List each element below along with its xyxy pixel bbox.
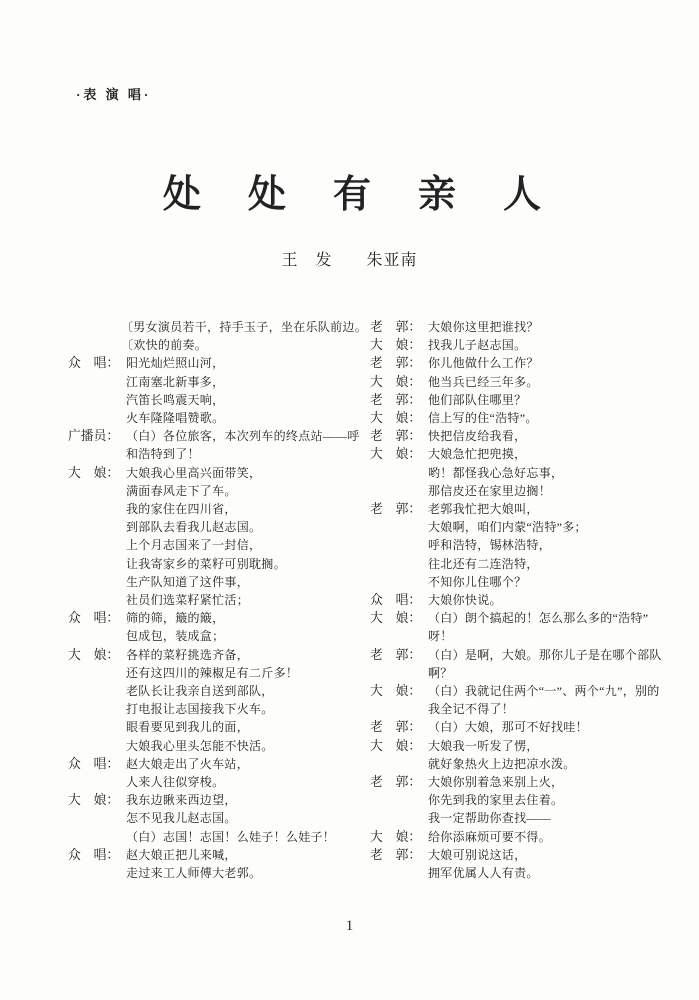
speaker-label: 众 唱： [68, 847, 120, 862]
dialogue-line: 眼看要见到我儿的面， [126, 720, 250, 735]
dialogue-entry [370, 409, 662, 427]
dialogue-line: 就好象热火上边把凉水泼。 [428, 756, 576, 771]
speaker-label: 老 郭： [370, 356, 422, 371]
dialogue-line: 大娘你这里把谁找？ [428, 320, 539, 334]
dialogue-entry [370, 354, 662, 372]
speaker-label: 老 郭： [370, 392, 422, 407]
speaker-label: 大 娘： [370, 829, 422, 844]
dialogue-line: 我全记不得了！ [428, 702, 515, 717]
dialogue-line: 大娘我心里头怎能不快活。 [126, 738, 274, 753]
dialogue-line: 哟！都怪我心急好忘事， [428, 465, 564, 480]
dialogue-line: 大娘你别着急来别上火， [428, 775, 564, 790]
dialogue-line: 信上写的住“浩特”。 [428, 411, 538, 426]
speaker-label: 老 郭： [370, 429, 422, 444]
dialogue-entry [370, 609, 662, 645]
dialogue-line: （白）是啊，大娘。那你儿子是在哪个部队 [428, 647, 662, 662]
page-number: 1 [345, 918, 354, 934]
dialogue-line: 找我儿子赵志国。 [428, 338, 527, 353]
dialogue-entry [370, 846, 662, 882]
dialogue-line: （白）朗个搞起的！怎么那么多的“浩特” [428, 611, 649, 626]
dialogue-line: 大娘啊，咱们内蒙“浩特”多； [428, 520, 587, 535]
dialogue-entry [370, 500, 662, 591]
dialogue-entry [370, 591, 662, 609]
speaker-label: 大 娘： [370, 738, 422, 753]
dialogue-line: 走过来工人师傅大老郭。 [126, 866, 262, 881]
speaker-label: 大 娘： [370, 684, 422, 699]
dialogue-line: 赵大娘正把儿来喊， [126, 847, 237, 862]
speaker-label: 大 娘： [68, 647, 120, 662]
speaker-label: 大 娘： [370, 447, 422, 462]
dialogue-entry [370, 336, 662, 354]
dialogue-line: 人来人往似穿梭。 [126, 775, 225, 790]
dialogue-line: 他们部队住哪里？ [428, 392, 527, 407]
stage-direction [68, 318, 368, 354]
dialogue-entry [68, 846, 360, 882]
speaker-label: 老 郭： [370, 720, 422, 735]
dialogue-line: 我的家住在四川省， [126, 502, 237, 517]
dialogue-line: 大娘可别说这话， [428, 847, 527, 862]
dialogue-line: 那信皮还在家里边搁！ [428, 483, 552, 498]
stage-line: 〔男女演员若干，持手玉子，坐在乐队前边。 [121, 320, 368, 334]
dialogue-line: 呼和浩特，锡林浩特， [428, 538, 552, 553]
speaker-label: 大 娘： [370, 411, 422, 426]
authors: 王 发 朱亚南 [281, 252, 418, 269]
dialogue-line: 大娘你快说。 [428, 593, 502, 608]
dialogue-line: 阳光灿烂照山河， [126, 356, 225, 371]
dialogue-line: 怎不见我儿赵志国。 [126, 811, 237, 826]
speaker-label: 大 娘： [370, 338, 422, 353]
dialogue-line: 大娘我心里高兴面带笑， [126, 465, 262, 480]
dialogue-entry [68, 427, 360, 463]
speaker-label: 大 娘： [68, 465, 120, 480]
dialogue-line: 赵大娘走出了火车站， [126, 756, 250, 771]
dialogue-line: 往北还有二连浩特， [428, 556, 539, 571]
speaker-label: 老 郭： [370, 647, 422, 662]
dialogue-line: 还有这四川的辣椒足有二斤多！ [126, 665, 299, 680]
dialogue-line: 你儿他做什么工作？ [428, 356, 539, 371]
dialogue-entry [68, 791, 360, 846]
dialogue-entry [68, 755, 360, 791]
dialogue-line: 和浩特到了！ [126, 447, 200, 462]
dialogue-line: （白）志国！志国！么娃子！么娃子！ [126, 829, 336, 844]
speaker-label: 大 娘： [370, 374, 422, 389]
dialogue-line: 老郭我忙把大娘叫， [428, 502, 539, 517]
dialogue-line: 火车隆隆唱赞歌。 [126, 411, 225, 426]
dialogue-line: 我东边瞅来西边望， [126, 793, 237, 808]
speaker-label: 众 唱： [370, 593, 422, 608]
left-column [68, 318, 368, 882]
dialogue-line: 大娘急忙把兜摸， [428, 447, 527, 462]
dialogue-line: 不知你儿住哪个？ [428, 574, 527, 589]
speaker-label: 老 郭： [370, 320, 422, 334]
dialogue-entry [370, 391, 662, 409]
right-column [370, 318, 662, 882]
dialogue-line: 他当兵已经三年多。 [428, 374, 539, 389]
speaker-label: 大 娘： [370, 611, 422, 626]
dialogue-line: 老队长让我亲自送到部队， [126, 684, 274, 699]
speaker-label: 众 唱： [68, 611, 120, 626]
speaker-label: 广播员： [68, 429, 120, 444]
dialogue-entry [370, 318, 662, 336]
dialogue-line: （白）大娘，那可不好找哇！ [428, 720, 588, 735]
dialogue-line: 各样的菜籽挑选齐备， [126, 647, 250, 662]
dialogue-entry [68, 354, 360, 427]
dialogue-line: 让我寄家乡的菜籽可别耽搁。 [126, 556, 286, 571]
dialogue-entry [370, 828, 662, 846]
dialogue-line: 啊？ [428, 665, 453, 680]
dialogue-entry [370, 646, 662, 682]
dialogue-entry [370, 445, 662, 500]
dialogue-line: 你先到我的家里去住着。 [428, 793, 564, 808]
dialogue-line: 社员们选菜籽紧忙活； [126, 593, 250, 608]
dialogue-line: 包成包，装成盒； [126, 629, 225, 644]
dialogue-line: 给你添麻烦可要不得。 [428, 829, 552, 844]
speaker-label: 老 郭： [370, 847, 422, 862]
dialogue-line: （白）各位旅客，本次列车的终点站——呼 [126, 429, 360, 444]
dialogue-entry [68, 464, 360, 610]
dialogue-line: 满面春风走下了车。 [126, 483, 237, 498]
stage-line: 〔欢快的前奏。 [121, 338, 208, 353]
dialogue-line: 江南塞北新事多， [126, 374, 225, 389]
dialogue-entry [370, 718, 662, 736]
dialogue-line: （白）我就记住两个“一”、两个“九”，别的 [428, 684, 660, 699]
speaker-label: 众 唱： [68, 356, 120, 371]
dialogue-entry [68, 646, 360, 755]
dialogue-line: 大娘我一听发了愣， [428, 738, 539, 753]
dialogue-line: 生产队知道了这件事， [126, 574, 250, 589]
speaker-label: 众 唱： [68, 756, 120, 771]
dialogue-line: 呀！ [428, 629, 453, 644]
dialogue-entry [370, 373, 662, 391]
dialogue-entry [370, 737, 662, 773]
speaker-label: 老 郭： [370, 775, 422, 790]
dialogue-entry [370, 682, 662, 718]
dialogue-line: 汽笛长鸣震天响， [126, 392, 225, 407]
dialogue-entry [370, 427, 662, 445]
category-label: ·表 演 唱· [76, 87, 152, 102]
page-title: 处处有亲人 [162, 174, 588, 216]
dialogue-entry [370, 773, 662, 828]
dialogue-line: 快把信皮给我看， [428, 429, 527, 444]
dialogue-line: 上个月志国来了一封信， [126, 538, 262, 553]
speaker-label: 老 郭： [370, 502, 422, 517]
dialogue-line: 拥军优属人人有责。 [428, 866, 539, 881]
dialogue-entry [68, 609, 360, 645]
dialogue-line: 到部队去看我儿赵志国。 [126, 520, 262, 535]
dialogue-line: 筛的筛，簸的簸， [126, 611, 225, 626]
speaker-label: 大 娘： [68, 793, 120, 808]
dialogue-line: 我一定帮助你查找—— [428, 811, 552, 826]
script-columns [68, 318, 662, 882]
dialogue-line: 打电报让志国接我下火车。 [126, 702, 274, 717]
